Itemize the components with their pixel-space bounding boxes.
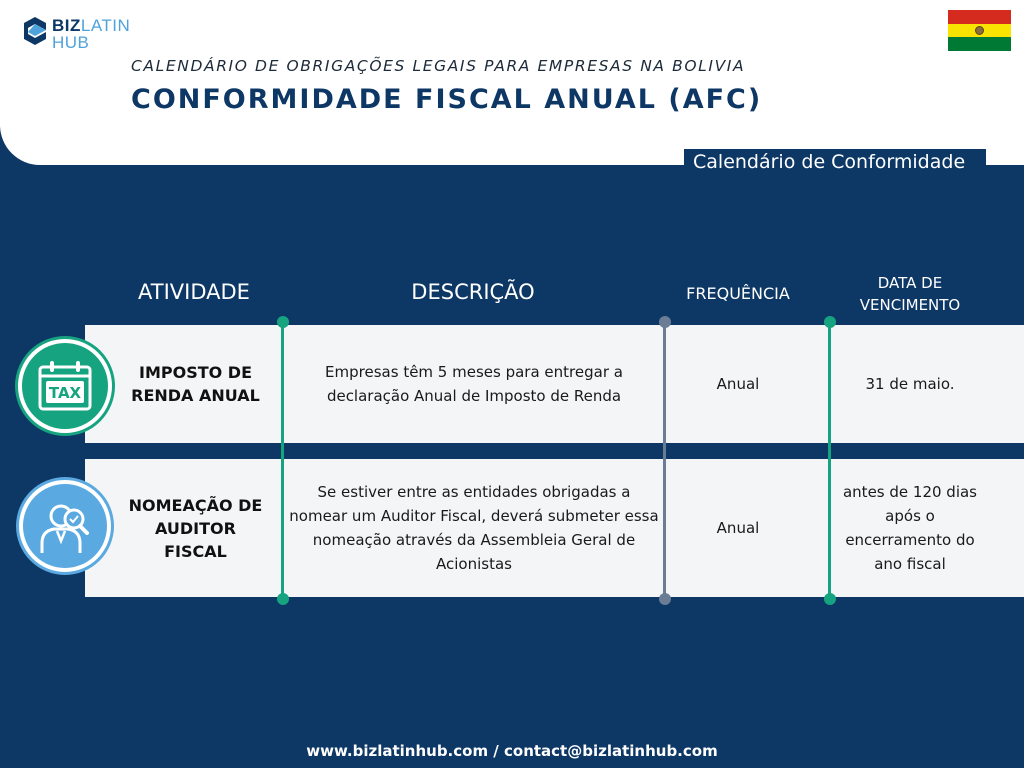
frequency-cell: Anual [716, 375, 760, 393]
divider-dot [277, 316, 289, 328]
auditor-icon [19, 480, 111, 572]
tax-calendar-icon [18, 339, 112, 433]
table-row [85, 325, 1024, 443]
due-date-cell: 31 de maio. [865, 375, 955, 393]
description-cell: Se estiver entre as entidades obrigadas a nomear um Auditor Fiscal, deverá submeter essa nomeação através da Assembleia Geral de Acionistas [289, 483, 659, 573]
due-date-cell: antes de 120 dias após o encerramento do ano fiscal [842, 483, 977, 573]
logo-mark-icon [22, 16, 48, 46]
page-subtitle: CALENDÁRIO DE OBRIGAÇÕES LEGAIS PARA EMPRESAS NA BOLIVIA [131, 57, 746, 75]
flag-red-stripe [948, 10, 1011, 24]
column-header-frequency: FREQUÊNCIA [686, 284, 790, 303]
flag-green-stripe [948, 37, 1011, 51]
frequency-cell: Anual [716, 519, 760, 537]
activity-cell: NOMEAÇÃO DE AUDITOR FISCAL [128, 495, 263, 561]
activity-cell: IMPOSTO DE RENDA ANUAL [131, 363, 260, 405]
tax-label: TAX [48, 384, 82, 402]
header-panel [0, 0, 1024, 165]
divider-dot [824, 316, 836, 328]
description-cell: Empresas têm 5 meses para entregar a declaração Anual de Imposto de Renda [325, 363, 623, 405]
page-title: CONFORMIDADE FISCAL ANUAL (AFC) [131, 84, 763, 115]
flag-yellow-stripe [948, 24, 1011, 37]
logo-text-top: BIZLATIN [52, 16, 131, 35]
divider-dot [824, 593, 836, 605]
table-row [85, 459, 1024, 597]
column-divider-slate [663, 322, 666, 599]
column-divider-green [828, 322, 831, 599]
flag-coat-of-arms-icon [975, 26, 984, 35]
biz-latin-hub-logo[interactable] [22, 14, 132, 54]
section-badge: Calendário de Conformidade [684, 149, 986, 175]
divider-dot [659, 593, 671, 605]
footer-contact[interactable]: www.bizlatinhub.com / contact@bizlatinhub.com [306, 742, 718, 760]
divider-dot [659, 316, 671, 328]
bolivia-flag [948, 10, 1011, 51]
column-header-description: DESCRIÇÃO [411, 280, 535, 304]
column-header-due-date: DATA DE VENCIMENTO [859, 274, 961, 314]
divider-dot [277, 593, 289, 605]
logo-text-bottom: HUB [52, 33, 90, 52]
column-header-activity: ATIVIDADE [138, 280, 250, 304]
column-divider-green [281, 322, 284, 599]
